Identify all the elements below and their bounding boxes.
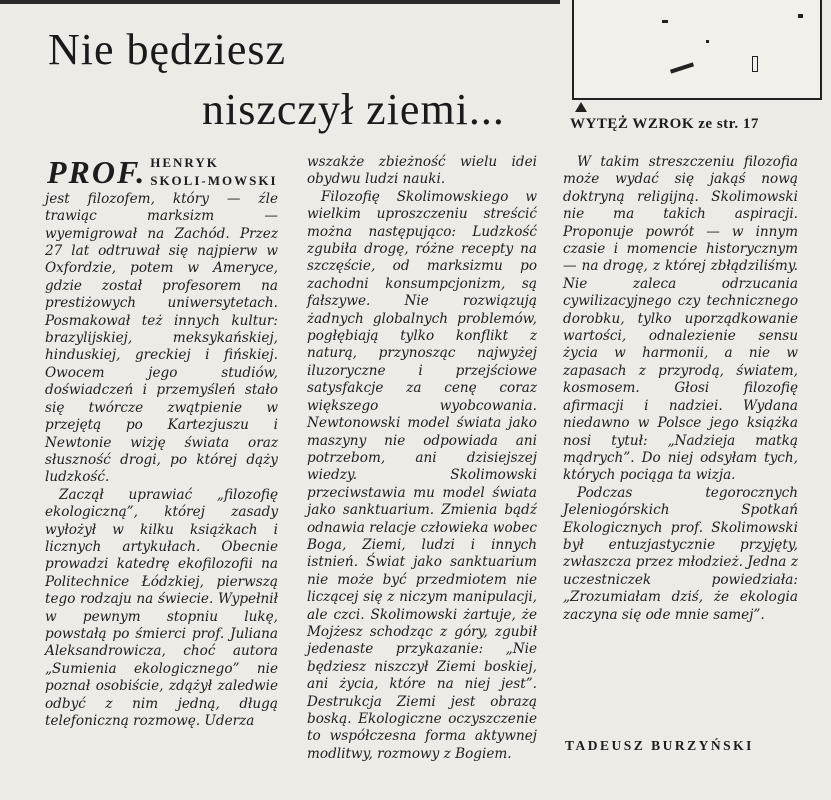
column-3 xyxy=(563,154,798,624)
puzzle-mark xyxy=(706,40,709,43)
puzzle-image xyxy=(572,0,822,100)
lead-text: jest filozofem, który — źle trawiąc marksizm — wyemigrował na Zachód. Przez 27 lat odtruwał się najpierw w Oxfordzie, potem w Ameryce, gdzie został profesorem na prestiżowych uniwersytetach. Posmakował też innych kultur: brazylijskiej, meksykańskiej, hinduskiej, greckiej i fińskiej. Owocem jego studiów, doświadczeń i przemyśleń stało się twórcze zwątpienie w przejętą po Kartezjuszu i Newtonie wizję świata oraz słuszność drogi, po której dąży ludzkość. xyxy=(45,190,278,486)
column-2 xyxy=(307,154,537,763)
headline-line-1: Nie będziesz xyxy=(48,25,286,74)
puzzle-mark xyxy=(798,14,803,18)
puzzle-caption: WYTĘŻ WZROK ze str. 17 xyxy=(570,116,759,132)
puzzle-mark xyxy=(752,56,758,72)
prof-initial: PROF. xyxy=(47,154,147,190)
paragraph-2-continued: wszakże zbieżność wielu idei obydwu ludzi nauki. xyxy=(307,154,537,188)
author-subject-name: HENRYK SKOLI-MOWSKI xyxy=(150,155,278,189)
author-signature: TADEUSZ BURZYŃSKI xyxy=(565,738,754,753)
puzzle-mark xyxy=(662,20,668,23)
puzzle-mark xyxy=(670,62,694,73)
paragraph-4: W takim streszczeniu filozofia może wydać się jakąś nową doktryną religijną. Skolimowski nie ma takich aspiracji. Proponuje powrót — w innym czasie i momencie historycznym — na drogę, z której zbłądziliśmy. Nie zaleca odrzucania cywilizacyjnego czy technicznego dorobku, tylko uporządkowanie wartości, odnalezienie sensu życia w harmonii, a nie w zapasach z przyrodą, światem, kosmosem. Głosi filozofię afirmacji i nadziei. Wydana niedawno w Polsce jego książka nosi tytuł: „Nadzieja matką mądrych”. Do niej odsyłam tych, których pociąga ta wizja. xyxy=(563,154,798,484)
paragraph-3: Filozofię Skolimowskiego w wielkim uproszczeniu streścić można następująco: Ludzkość zgubiła drogę, różne recepty na szczęście, od marksizmu po zachodni konsumpcjonizm, są fałszywe. Nie rozwiązują żadnych globalnych problemów, pogłębiają tylko konflikt z naturą, przynosząc najwyżej iluzoryczne i przejściowe satysfakcje za cenę coraz większego wyobcowania. Newtonowski model świata jako maszyny nie odpowiada ani potrzebom, ani dzisiejszej wiedzy. Skolimowski przeciwstawia mu model świata jako sanktuarium. Zmienia bądź odnawia relacje człowieka wobec Boga, Ziemi, ludzi i innych istnień. Świat jako sanktuarium nie może być przedmiotem nie liczącej się z niczym manipulacji, ale czci. Skolimowski żartuje, że Mojżesz schodząc z góry, zgubił jedenaste przykazanie: „Nie będziesz niszczył Ziemi boskiej, ani życia, które na niej jest”. Destrukcja Ziemi jest obrazą boską. Ekologiczne oczyszczenie to współczesna forma aktywnej modlitwy, rozmowy z Bogiem. xyxy=(307,188,537,762)
paragraph-2: Zaczął uprawiać „filozofię ekologiczną”, której zasady wyłożył w kilku książkach i licznych artykułach. Obecnie prowadzi katedrę ekofilozofii na Politechnice Łódzkiej, pierwszą tego rodzaju na świecie. Wypełnił w pewnym stopniu lukę, powstałą po śmierci prof. Juliana Aleksandrowicza, choć autora „Sumienia ekologicznego” nie poznał osobiście, zdążył zaledwie odbyć z nim jedną, długą telefoniczną rozmowę. Uderza xyxy=(45,486,278,729)
column-1 xyxy=(45,154,278,730)
puzzle-pointer-icon xyxy=(575,102,587,112)
paragraph-5: Podczas tegorocznych Jeleniogórskich Spotkań Ekologicznych prof. Skolimowski był entuzjastycznie przyjęty, zwłaszcza przez młodzież. Jedna z uczestniczek powiedziała: „Zrozumiałam dziś, że ekologia zaczyna się ode mnie samej”. xyxy=(563,484,798,623)
top-rule xyxy=(0,0,560,4)
headline-line-2: niszczył ziemi... xyxy=(202,85,505,134)
lead-paragraph xyxy=(45,154,278,487)
